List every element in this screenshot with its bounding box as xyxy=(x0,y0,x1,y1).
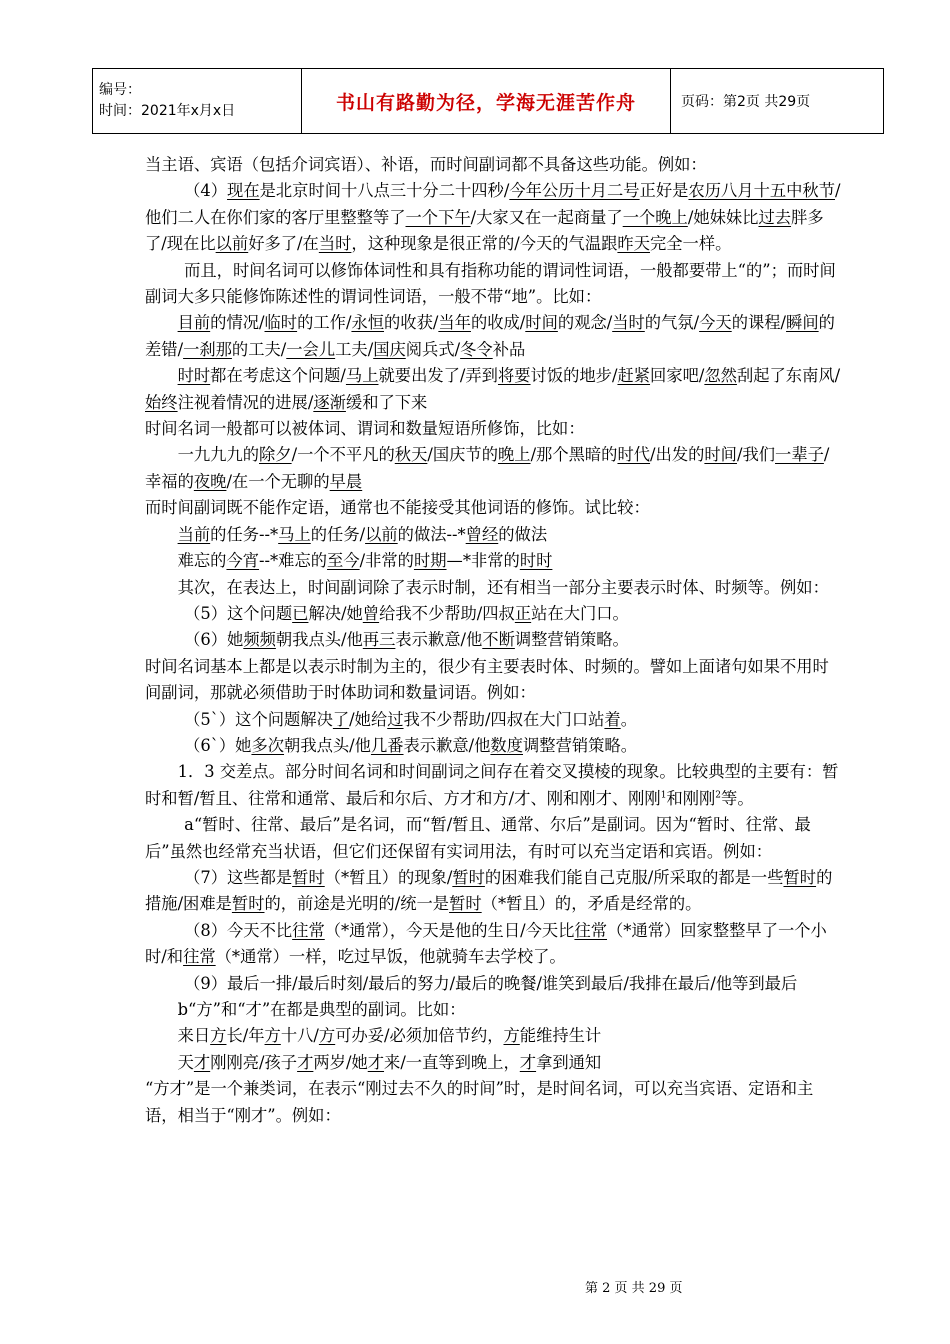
header-motto: 书山有路勤为径，学海无涯苦作舟 xyxy=(302,69,671,134)
header-time-label: 时间：2021年x月x日 xyxy=(99,103,236,119)
example-list: 时时都在考虑这个问题/马上就要出发了/弄到将要讨饭的地步/赶紧回家吧/忽然刮起了东南风/始终注视着情况的进展/逐渐缓和了下来 xyxy=(145,366,841,412)
paragraph: a“暂时、往常、最后”是名词，而“暂/暂且、通常、尔后”是副词。因为“暂时、往常、最后”虽然也经常充当状语，但它们还保留有实词用法，有时可以充当定语和宾语。例如： xyxy=(145,815,811,861)
header-meta xyxy=(93,69,302,134)
page-header xyxy=(92,68,884,134)
paragraph: “方才”是一个兼类词，在表示“刚过去不久的时间”时，是时间名词，可以充当宾语、定语和主语，相当于“刚才”。例如： xyxy=(145,1079,814,1125)
example-9: （9）最后一排/最后时刻/最后的努力/最后的晚餐/谁笑到最后/我排在最后/他等到最后 xyxy=(184,973,798,993)
example-6: （6）她频频朝我点头/他再三表示歉意/他不断调整营销策略。 xyxy=(184,630,629,650)
example-list: 一九九九的除夕/一个不平凡的秋天/国庆节的晚上/那个黑暗的时代/出发的时间/我们一辈子/幸福的夜晚/在一个无聊的早晨 xyxy=(145,445,830,491)
example-list: 目前的情况/临时的工作/永恒的收获/当年的收成/时间的观念/当时的气氛/今天的课程/瞬间的差错/一刹那的工夫/一会儿工夫/国庆阅兵式/冬令补品 xyxy=(145,313,835,359)
paragraph: 而且，时间名词可以修饰体词性和具有指称功能的谓词性词语，一般都要带上“的”；而时间副词大多只能修饰陈述性的谓词性词语，一般不带“地”。比如： xyxy=(145,260,836,307)
example-7: （7）这些都是暂时（*暂且）的现象/暂时的困难我们能自己克服/所采取的都是一些暂时的措施/困难是暂时的，前途是光明的/统一是暂时（*暂且）的，矛盾是经常的。 xyxy=(145,867,833,914)
example-5: （5）这个问题已解决/她曾给我不少帮助/四叔正站在大门口。 xyxy=(184,603,629,623)
paragraph: 时间名词一般都可以被体词、谓词和数量短语所修饰，比如： xyxy=(145,419,585,439)
example-list: 来日方长/年方十八/方可办妥/必须加倍节约，方能维持生计 xyxy=(177,1026,602,1046)
comparison-line: 难忘的今宵--*难忘的至今/非常的时期—*非常的时时 xyxy=(177,551,553,571)
example-4: （4）现在是北京时间十八点三十分二十四秒/今年公历十月二号正好是农历八月十五中秋节/他们二人在你们家的客厅里整整等了一个下午/大家又在一起商量了一个晚上/她妹妹比过去胖多了/现在比以前好多了/在当时，这种现象是很正常的/今天的气温跟昨天完全一样。 xyxy=(145,181,841,254)
paragraph: b“方”和“才”在都是典型的副词。比如： xyxy=(177,1000,466,1019)
example-6b: （6`）她多次朝我点头/他几番表示歉意/他数度调整营销策略。 xyxy=(184,735,637,755)
example-list: 天才刚刚亮/孩子才两岁/她才来/一直等到晚上，才拿到通知 xyxy=(177,1052,602,1072)
document-body xyxy=(145,152,845,1129)
paragraph: 其次，在表达上，时间副词除了表示时制，还有相当一部分主要表示时体、时频等。例如： xyxy=(177,577,829,597)
comparison-line: 当前的任务--*马上的任务/以前的做法--*曾经的做法 xyxy=(177,524,548,544)
example-8: （8）今天不比往常（*通常），今天是他的生日/今天比往常（*通常）回家整整早了一个小时/和往常（*通常）一样，吃过早饭，他就骑车去学校了。 xyxy=(145,920,827,967)
paragraph: 而时间副词既不能作定语，通常也不能接受其他词语的修饰。试比较： xyxy=(145,498,650,518)
page-footer: 第 2 页 共 29 页 xyxy=(585,1281,683,1296)
header-code-label: 编号： xyxy=(99,82,141,98)
paragraph: 时间名词基本上都是以表示时制为主的，很少有主要表时体、时频的。譬如上面诸句如果不用时间副词，那就必须借助于时体助词和数量词语。例如： xyxy=(145,656,829,703)
section-1-3: 1．3 交差点。部分时间名词和时间副词之间存在着交叉摸棱的现象。比较典型的主要有：暂时和暂/暂且、往常和通常、最后和尔后、方才和方/才、刚和刚才、刚刚$^1$和刚刚$^2$等。 xyxy=(145,762,839,808)
example-5b: （5`）这个问题解决了/她给过我不少帮助/四叔在大门口站着。 xyxy=(184,709,637,729)
paragraph: 当主语、宾语（包括介词宾语）、补语，而时间副词都不具备这些功能。例如： xyxy=(145,155,707,174)
header-page-label: 页码：第2页 共29页 xyxy=(671,69,884,134)
